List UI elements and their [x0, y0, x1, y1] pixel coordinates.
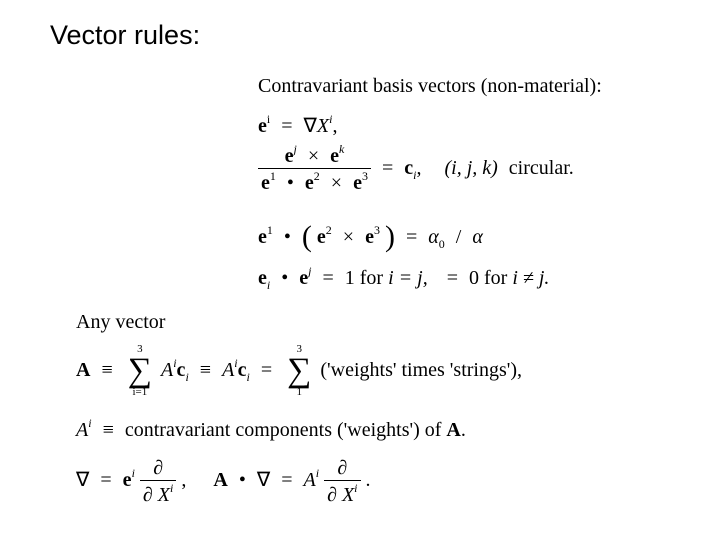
- period: .: [460, 419, 466, 441]
- comma: ,: [332, 115, 338, 137]
- slide-title: Vector rules:: [50, 20, 201, 50]
- index: 1: [266, 223, 273, 237]
- covariant-basis-vector: c: [237, 358, 247, 381]
- equation-basis-gradient: [258, 112, 338, 137]
- partial-derivative-fraction: [140, 458, 176, 505]
- index: 3: [361, 169, 368, 183]
- index-tuple: (i, j, k): [444, 157, 498, 180]
- basis-vector: e: [304, 172, 314, 194]
- sum-upper-limit: 3: [137, 343, 143, 355]
- alpha-symbol: α: [428, 226, 439, 248]
- index: 2: [325, 223, 332, 237]
- equals-sign: =: [281, 115, 293, 137]
- equals-sign: =: [405, 226, 418, 248]
- coordinate: X: [316, 115, 330, 137]
- basis-vector: e: [365, 226, 374, 248]
- value: 0: [468, 267, 479, 289]
- nabla-symbol: ∇: [76, 469, 90, 492]
- summation: [287, 344, 311, 398]
- dot-symbol: •: [283, 226, 291, 248]
- vector-A: A: [446, 419, 461, 441]
- equals-sign: =: [322, 267, 334, 289]
- condition: i = j,: [388, 267, 428, 289]
- equation-gradient-operator: [76, 458, 371, 505]
- cross-symbol: ×: [307, 145, 320, 167]
- basis-vector: e: [258, 226, 267, 248]
- sum-lower-limit: i=1: [132, 386, 148, 399]
- basis-vector: e: [330, 145, 340, 167]
- covariant-basis-vector: c: [176, 358, 186, 381]
- basis-vector: e: [353, 172, 362, 194]
- covariant-basis-vector: c: [404, 157, 414, 180]
- index: k: [339, 142, 345, 156]
- fraction: [258, 142, 371, 194]
- cross-symbol: ×: [342, 226, 355, 248]
- fraction-denominator: [140, 480, 176, 505]
- alpha-symbol: α: [472, 226, 483, 248]
- equation-cross-product-fraction: [258, 142, 574, 194]
- dot-symbol: •: [281, 267, 289, 289]
- slash: /: [455, 226, 462, 248]
- equals-sign: =: [446, 267, 458, 289]
- nabla-symbol: ∇: [256, 469, 271, 492]
- comma: ,: [181, 469, 187, 492]
- index: j: [293, 142, 297, 156]
- for-word: for: [483, 267, 508, 289]
- partial-X: ∂ X: [327, 484, 355, 506]
- weights-strings-text: ('weights' times 'strings'),: [320, 358, 523, 381]
- equation-vector-expansion: [76, 344, 522, 398]
- vector-A: A: [76, 358, 91, 381]
- for-word: for: [359, 267, 384, 289]
- equals-sign: =: [100, 469, 112, 492]
- equation-components-definition: [76, 416, 466, 441]
- equation-triple-product: [258, 222, 483, 252]
- left-paren: (: [301, 220, 312, 253]
- basis-vector: e: [258, 267, 267, 289]
- basis-vector: e: [122, 469, 132, 492]
- sum-upper-limit: 3: [296, 343, 303, 355]
- dot-symbol: •: [286, 172, 294, 194]
- index: 3: [373, 223, 380, 237]
- nabla-symbol: ∇: [303, 115, 317, 137]
- index: i: [246, 369, 250, 384]
- any-vector-heading: Any vector: [76, 311, 166, 333]
- index: i: [354, 481, 358, 495]
- index: i: [185, 369, 189, 384]
- index: i: [170, 481, 174, 495]
- equals-sign: =: [260, 358, 273, 381]
- value: 1: [344, 267, 355, 289]
- index: i: [266, 278, 271, 292]
- circular-label: circular.: [508, 157, 574, 180]
- index: 1: [269, 169, 276, 183]
- dot-symbol: •: [238, 469, 246, 492]
- basis-vector: e: [261, 172, 270, 194]
- components-text: contravariant components ('weights') of: [124, 419, 442, 441]
- index: i: [131, 466, 135, 481]
- index: j: [308, 264, 312, 278]
- sum-lower-limit: 1: [296, 386, 303, 399]
- index: i: [413, 168, 417, 183]
- sigma-symbol: ∑: [287, 352, 312, 389]
- equals-sign: =: [281, 469, 293, 492]
- component: A: [160, 358, 174, 381]
- component: A: [222, 358, 235, 381]
- equiv-symbol: ≡: [101, 358, 113, 381]
- sigma-symbol: ∑: [127, 352, 152, 389]
- index: i: [88, 416, 92, 430]
- summation: [128, 344, 152, 398]
- vector-A: A: [213, 469, 228, 492]
- comma: ,: [416, 157, 422, 180]
- equation-orthonormality: [258, 264, 550, 292]
- component: A: [303, 469, 316, 492]
- equiv-symbol: ≡: [199, 358, 212, 381]
- basis-vector: e: [316, 226, 326, 248]
- index: 2: [313, 169, 320, 183]
- index: i: [266, 112, 271, 126]
- basis-vector: e: [284, 145, 294, 167]
- equals-sign: =: [381, 157, 394, 180]
- fraction-denominator: [258, 168, 371, 193]
- condition: i ≠ j.: [512, 267, 550, 289]
- fraction-numerator: ∂: [337, 457, 348, 479]
- index: i: [173, 355, 177, 370]
- fraction-numerator: [258, 142, 371, 168]
- basis-vector: e: [299, 267, 309, 289]
- equiv-symbol: ≡: [102, 419, 114, 441]
- index: i: [234, 355, 238, 370]
- component: A: [76, 419, 89, 441]
- partial-derivative-fraction: [324, 458, 360, 505]
- cross-symbol: ×: [330, 172, 343, 194]
- subscript: 0: [438, 237, 445, 251]
- basis-heading: Contravariant basis vectors (non-material):: [258, 75, 602, 97]
- right-paren: ): [384, 220, 395, 253]
- fraction-numerator: ∂: [153, 457, 164, 479]
- index: i: [315, 466, 320, 481]
- partial-X: ∂ X: [142, 484, 171, 506]
- basis-vector: e: [258, 115, 267, 137]
- fraction-denominator: [324, 480, 360, 505]
- period: .: [365, 469, 371, 492]
- index: i: [329, 112, 333, 126]
